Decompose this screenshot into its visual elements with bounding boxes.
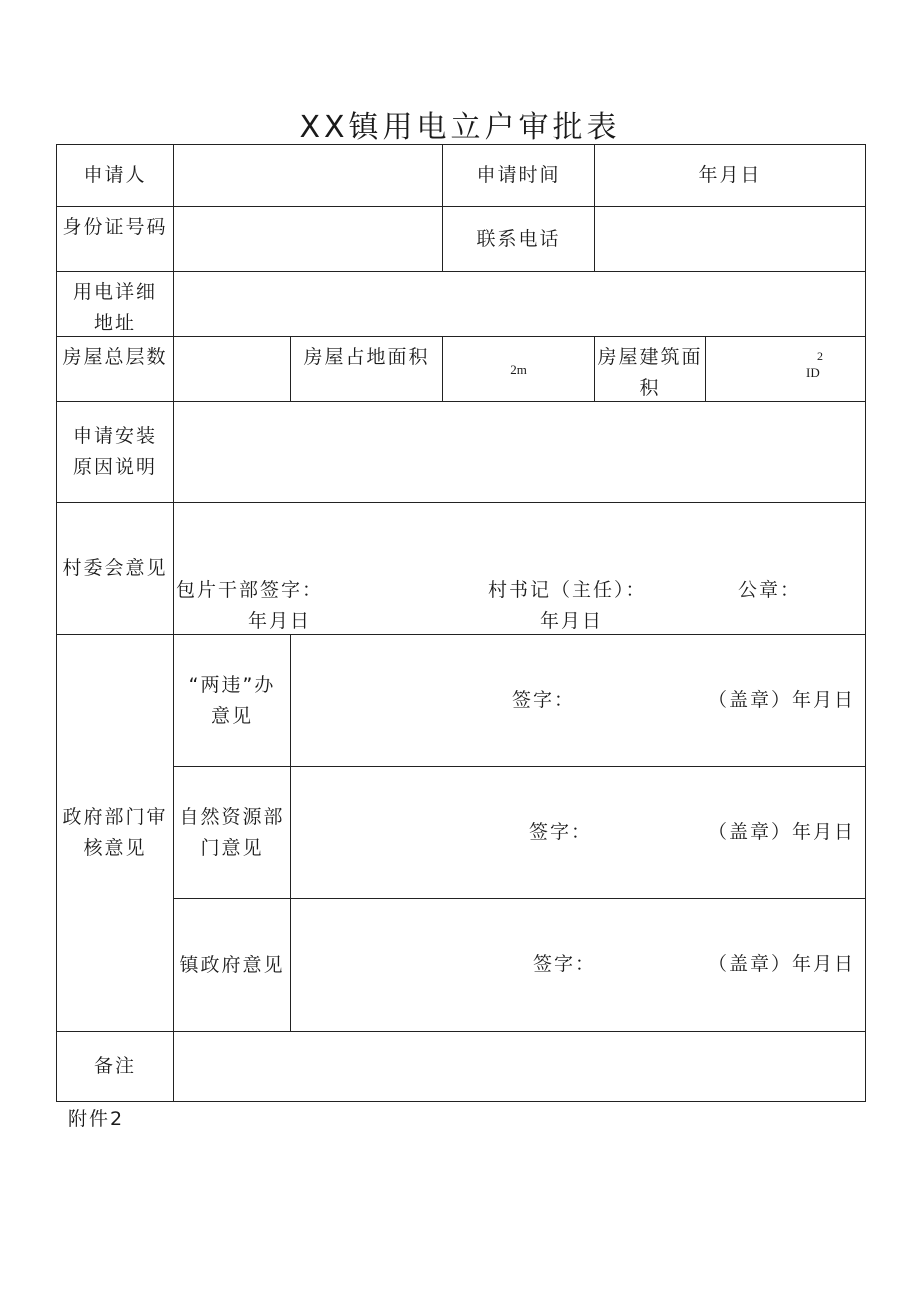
building-area-label: 房屋建筑面积 [594, 336, 706, 402]
cadre-sign: 包片干部签字： [176, 579, 324, 601]
floors-input[interactable] [173, 336, 291, 402]
address-label: 用电详细地址 [56, 271, 174, 337]
two-violations-office-label: “两违”办意见 [173, 634, 291, 767]
building-area-unit: ID [806, 365, 820, 380]
floors-label: 房屋总层数 [56, 336, 174, 402]
town-government-sign: 签字： [533, 953, 597, 975]
secretary-sign: 村书记（主任）： [488, 579, 647, 601]
remarks-input[interactable] [173, 1031, 866, 1102]
natural-resources-seal-date: （盖章）年月日 [708, 821, 856, 843]
cadre-date: 年月日 [248, 610, 312, 632]
village-opinion-label: 村委会意见 [56, 502, 174, 635]
apply-time-label: 申请时间 [442, 144, 595, 207]
land-area-label: 房屋占地面积 [290, 336, 443, 402]
two-violations-sign: 签字： [512, 689, 576, 711]
town-government-opinion[interactable] [290, 898, 866, 1032]
town-government-seal-date: （盖章）年月日 [708, 953, 856, 975]
natural-resources-dept-opinion[interactable] [290, 766, 866, 899]
building-area-unit-sup: 2 [817, 349, 823, 363]
village-seal: 公章： [738, 579, 802, 601]
applicant-input[interactable] [173, 144, 443, 207]
secretary-date: 年月日 [540, 610, 604, 632]
two-violations-office-opinion[interactable] [290, 634, 866, 767]
reason-label: 申请安装原因说明 [56, 401, 174, 503]
natural-resources-sign: 签字： [529, 821, 593, 843]
apply-time-input[interactable]: 年月日 [594, 144, 866, 207]
government-opinion-label: 政府部门审核意见 [56, 634, 174, 1032]
phone-label: 联系电话 [442, 206, 595, 272]
address-input[interactable] [173, 271, 866, 337]
attachment-label: 附件2 [68, 1108, 125, 1130]
id-number-input[interactable] [173, 206, 443, 272]
remarks-label: 备注 [56, 1031, 174, 1102]
building-area-input[interactable] [705, 336, 866, 402]
phone-input[interactable] [594, 206, 866, 272]
reason-input[interactable] [173, 401, 866, 503]
id-number-label: 身份证号码 [56, 206, 174, 272]
village-opinion-area[interactable] [173, 502, 866, 635]
natural-resources-dept-label: 自然资源部门意见 [173, 766, 291, 899]
two-violations-seal-date: （盖章）年月日 [708, 689, 856, 711]
town-government-label: 镇政府意见 [173, 898, 291, 1032]
approval-form-table [56, 144, 866, 1102]
land-area-unit: 2m [510, 361, 527, 377]
form-title: XX镇用电立户审批表 [299, 110, 621, 145]
land-area-input[interactable] [442, 336, 595, 402]
applicant-label: 申请人 [56, 144, 174, 207]
